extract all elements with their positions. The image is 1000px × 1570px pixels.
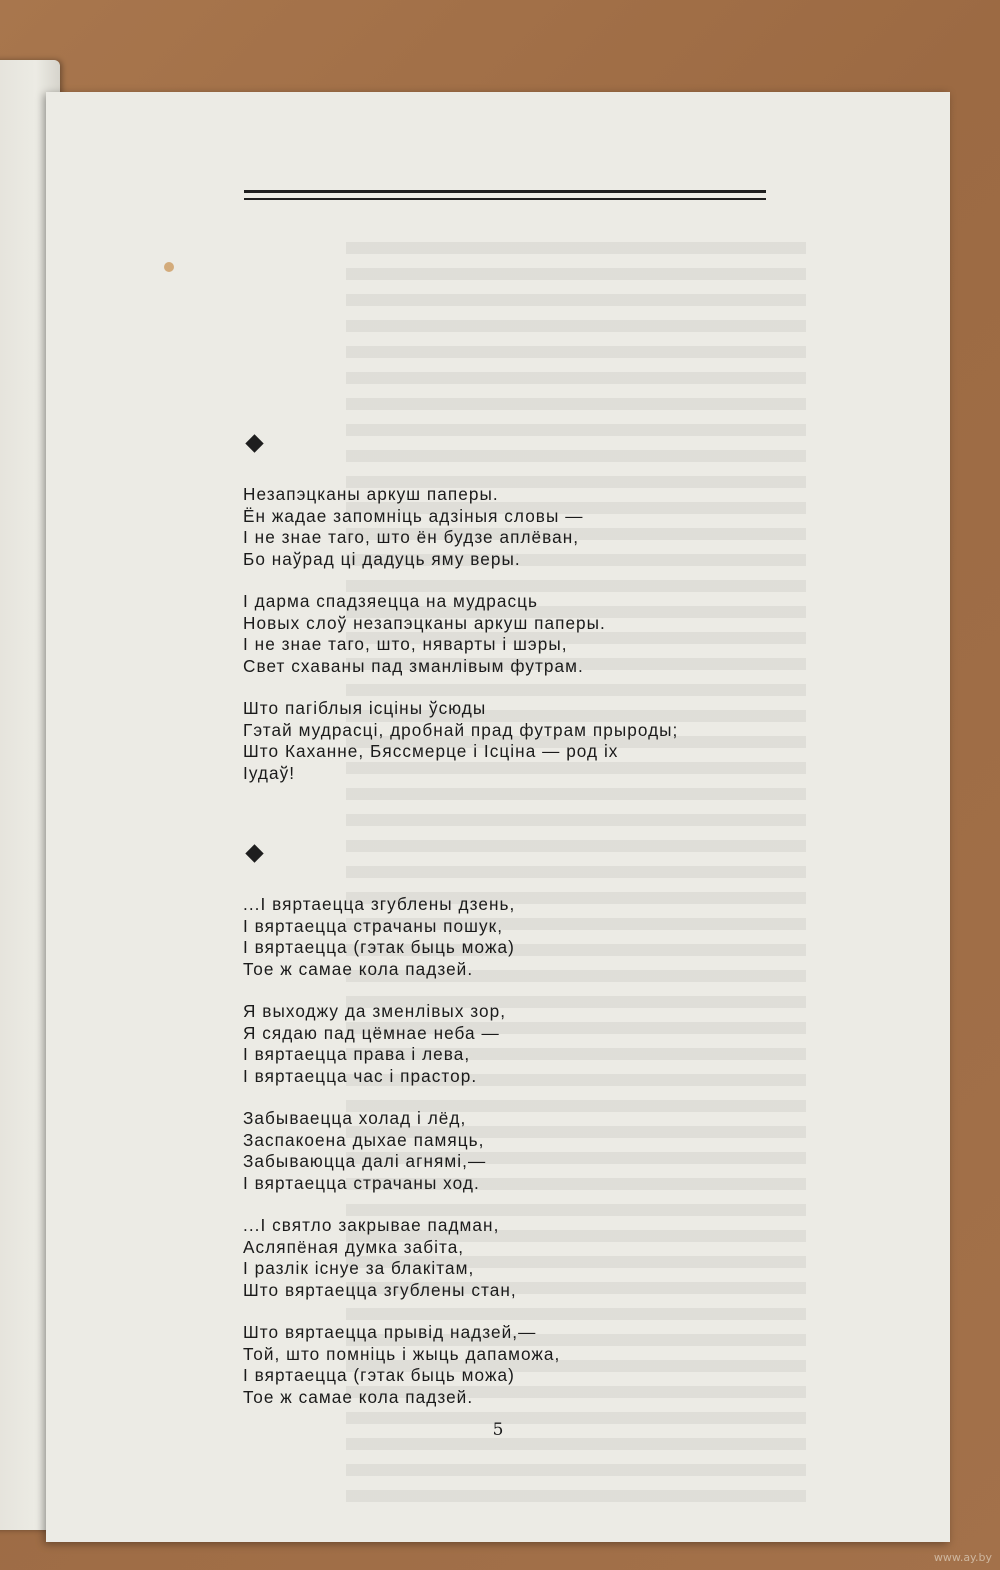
poem-line: Тое ж самае кола падзей. bbox=[243, 1386, 474, 1407]
stanza bbox=[243, 1001, 803, 1087]
poem-line: Свет схаваны пад зманлівым футрам. bbox=[243, 655, 584, 676]
poem-line: Забываюцца далі агнямі,— bbox=[243, 1151, 487, 1171]
poem-line: Тое ж самае кола падзей. bbox=[243, 958, 474, 979]
poem-1 bbox=[243, 437, 803, 805]
poem-line: Гэтай мудрасці, дробнай прад футрам прыроды; bbox=[243, 719, 679, 740]
header-double-rule bbox=[244, 190, 766, 200]
poem-line: Новых слоў незапэцканы аркуш паперы. bbox=[243, 612, 606, 633]
poem-line: І вяртаецца час і прастор. bbox=[243, 1065, 478, 1086]
poem-line: І не знае таго, што ён будзе аплёван, bbox=[243, 527, 580, 547]
poem-line: І разлік існуе за блакітам, bbox=[243, 1258, 475, 1278]
poem-line: І вяртаецца права і лева, bbox=[243, 1044, 471, 1064]
poem-line: Бо наўрад ці дадуць яму веры. bbox=[243, 548, 521, 569]
poem-line: Заспакоена дыхае памяць, bbox=[243, 1129, 485, 1150]
poem-line: ...І вяртаецца згублены дзень, bbox=[243, 894, 516, 914]
stanza bbox=[243, 1322, 803, 1408]
poem-line: Той, што помніць і жыць дапаможа, bbox=[243, 1343, 561, 1364]
poem-line: І вяртаецца (гэтак быць можа) bbox=[243, 937, 515, 957]
book-page bbox=[46, 92, 950, 1542]
stanza bbox=[243, 1215, 803, 1301]
paper-stain bbox=[164, 262, 174, 272]
poem-line: Забываецца холад і лёд, bbox=[243, 1108, 467, 1128]
poem-line: Іудаў! bbox=[243, 762, 296, 783]
poem-line: І вяртаецца страчаны ход. bbox=[243, 1172, 480, 1193]
poem-2 bbox=[243, 847, 803, 1429]
watermark: www.ay.by bbox=[933, 1551, 992, 1564]
poem-line: І вяртаецца страчаны пошук, bbox=[243, 915, 504, 936]
poem-line: І не знае таго, што, няварты і шэры, bbox=[243, 634, 568, 654]
poem-line: Што Каханне, Бяссмерце і Ісціна — род іх bbox=[243, 741, 619, 761]
poem-line: Што вяртаецца згублены стан, bbox=[243, 1279, 517, 1300]
poem-line: Ён жадае запомніць адзіныя словы — bbox=[243, 505, 584, 526]
poem-line: Асляпёная думка забіта, bbox=[243, 1236, 465, 1257]
stanza bbox=[243, 484, 803, 570]
poem-line: Незапэцканы аркуш паперы. bbox=[243, 484, 499, 504]
diamond-ornament-icon bbox=[245, 844, 263, 862]
page-number: 5 bbox=[492, 1420, 504, 1440]
stanza bbox=[243, 591, 803, 677]
stanza bbox=[243, 894, 803, 980]
poem-line: ...І святло закрывае падман, bbox=[243, 1215, 500, 1235]
stanza bbox=[243, 698, 803, 784]
poem-line: Я выходжу да зменлівых зор, bbox=[243, 1001, 507, 1021]
poem-line: Што пагіблыя ісціны ўсюды bbox=[243, 698, 487, 718]
poem-line: Што вяртаецца прывід надзей,— bbox=[243, 1322, 537, 1342]
stanza bbox=[243, 1108, 803, 1194]
diamond-ornament-icon bbox=[245, 434, 263, 452]
poem-line: І вяртаецца (гэтак быць можа) bbox=[243, 1365, 515, 1385]
poem-line: Я сядаю пад цёмнае неба — bbox=[243, 1022, 500, 1043]
poem-line: І дарма спадзяецца на мудрасць bbox=[243, 591, 539, 611]
